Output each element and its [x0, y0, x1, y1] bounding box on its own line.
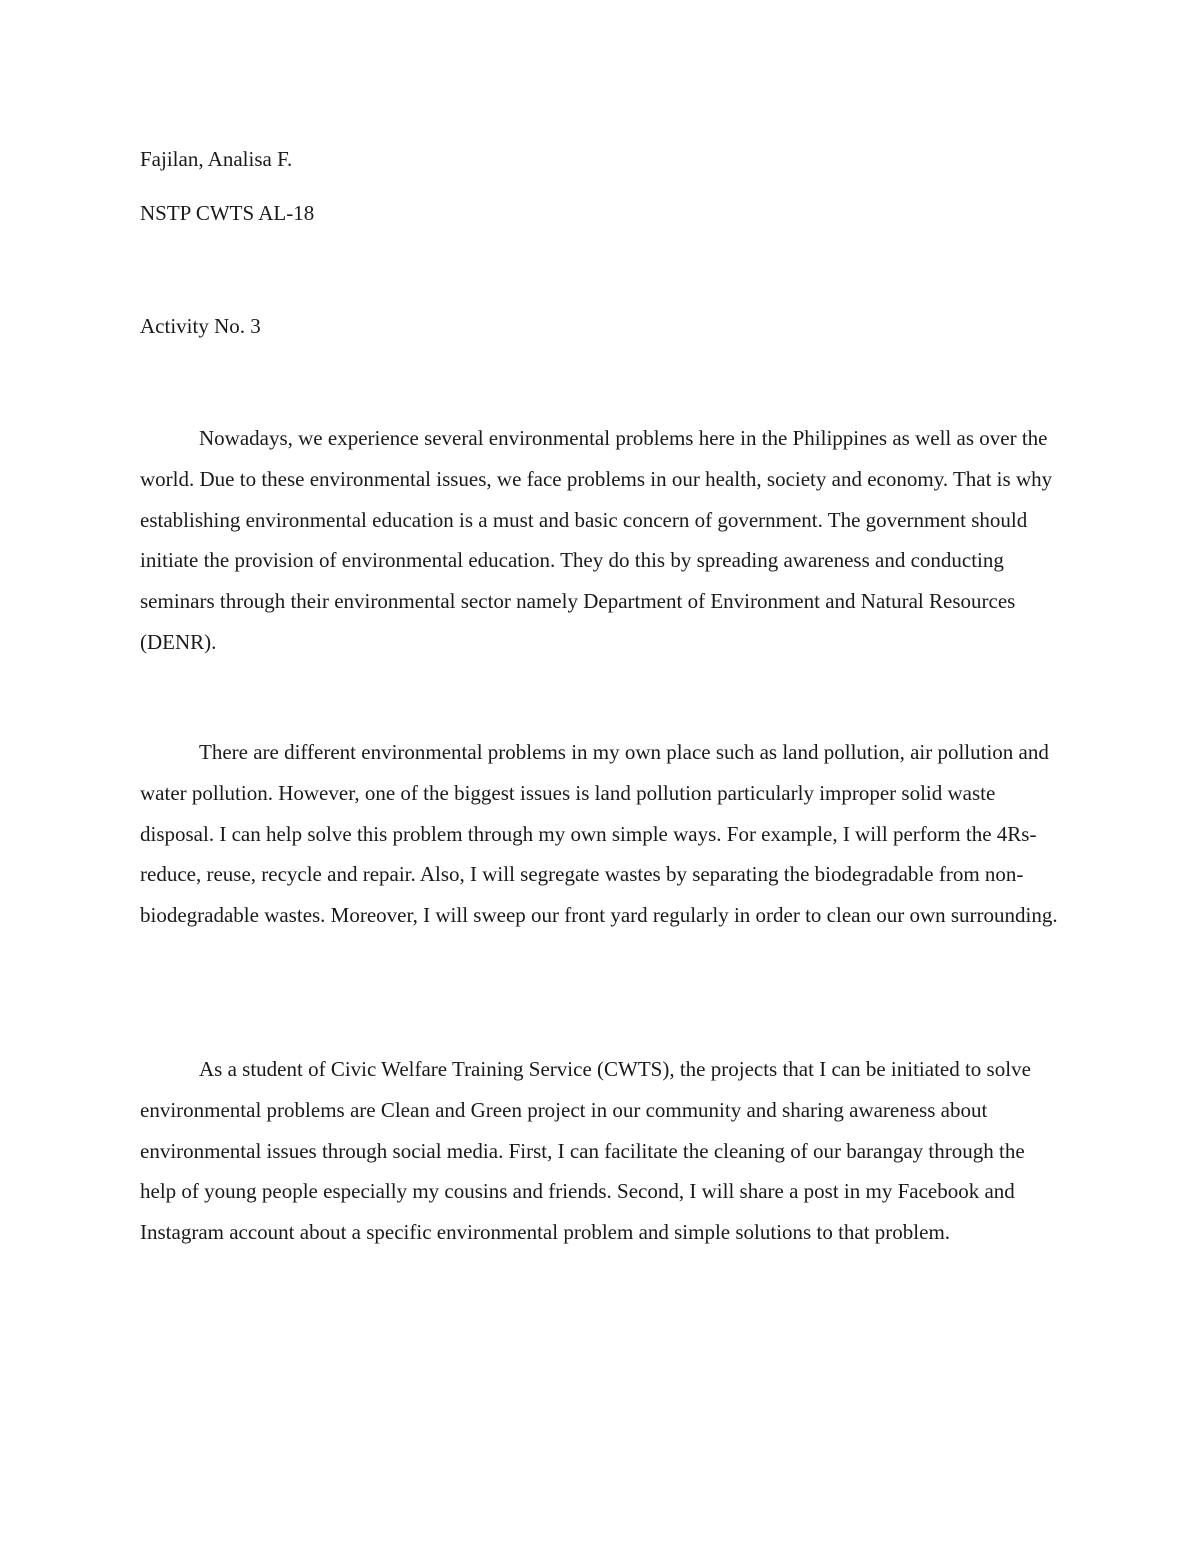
course-section: NSTP CWTS AL-18	[140, 201, 315, 225]
paragraph-environmental-education: Nowadays, we experience several environmental problems here in the Philippines as well as over the world. Due to these environmental issues, we face problems in our health, society and economy. That is why establishing environmental education is a must and basic concern of government. The government should initiate the provision of environmental education. They do this by spreading awareness and conducting seminars through their environmental sector namely Department of Environment and Natural Resources (DENR).	[140, 426, 1053, 654]
paragraph-local-problems: There are different environmental problems in my own place such as land pollution, air pollution and water pollution. However, one of the biggest issues is land pollution particularly improper solid waste disposal. I can help solve this problem through my own simple ways. For example, I will perform the 4Rs- reduce, reuse, recycle and repair. Also, I will segregate wastes by separating the biodegradable from non-biodegradable wastes. Moreover, I will sweep our front yard regularly in order to clean our own surrounding.	[140, 740, 1058, 928]
activity-title: Activity No. 3	[140, 314, 261, 338]
student-name: Fajilan, Analisa F.	[140, 147, 293, 171]
paragraph-cwts-projects: As a student of Civic Welfare Training Service (CWTS), the projects that I can be initiated to solve environmental problems are Clean and Green project in our community and sharing awareness about environmental issues through social media. First, I can facilitate the cleaning of our barangay through the help of young people especially my cousins and friends. Second, I will share a post in my Facebook and Instagram account about a specific environmental problem and simple solutions to that problem.	[140, 1057, 1031, 1245]
